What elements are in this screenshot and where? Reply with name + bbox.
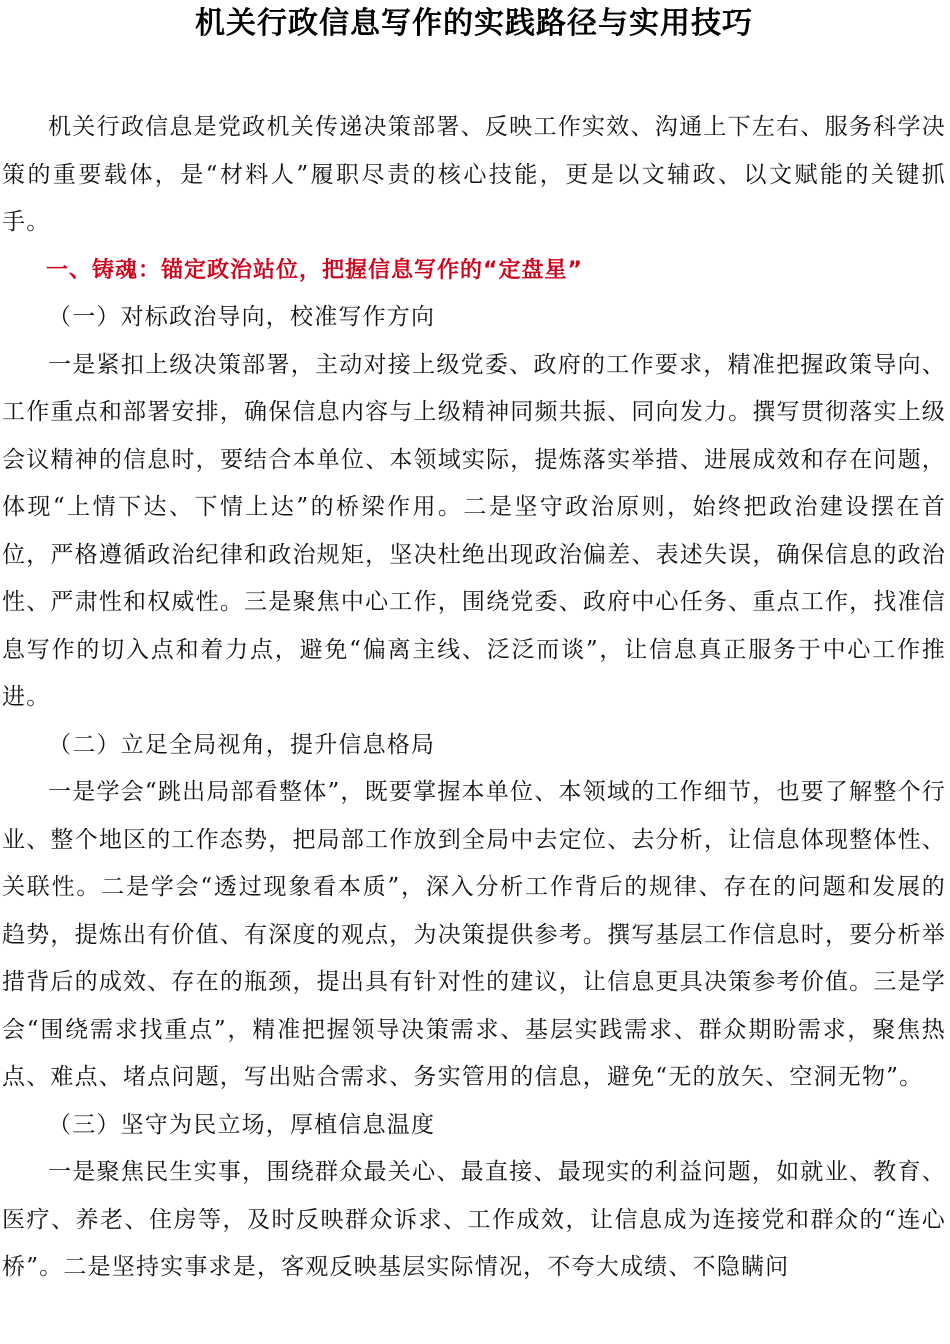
intro-paragraph: 机关行政信息是党政机关传递决策部署、反映工作实效、沟通上下左右、服务科学决策的重要载体，是“材料人”履职尽责的核心技能，更是以文辅政、以文赋能的关键抓手。 <box>2 114 946 235</box>
document-title: 机关行政信息写作的实践路径与实用技巧 <box>195 6 753 41</box>
subsection-1-body: 一是紧扣上级决策部署，主动对接上级党委、政府的工作要求，精准把握政策导向、工作重点和部署安排，确保信息内容与上级精神同频共振、同向发力。撰写贯彻落实上级会议精神的信息时，要结合本单位、本领域实际，提炼落实举措、进展成效和存在问题，体现“上情下达、下情上达”的桥梁作用。二是坚守政治原则，始终把政治建设摆在首位，严格遵循政治纪律和政治规矩，坚决杜绝出现政治偏差、表述失误，确保信息的政治性、严肃性和权威性。三是聚焦中心工作，围绕党委、政府中心任务、重点工作，找准信息写作的切入点和着力点，避免“偏离主线、泛泛而谈”，让信息真正服务于中心工作推进。 <box>2 351 946 710</box>
subsection-3-body: 一是聚焦民生实事，围绕群众最关心、最直接、最现实的利益问题，如就业、教育、医疗、养老、住房等，及时反映群众诉求、工作成效，让信息成为连接党和群众的“连心桥”。二是坚持实事求是，客观反映基层实际情况，不夸大成绩、不隐瞒问 <box>2 1159 946 1280</box>
subsection-1-heading: （一）对标政治导向，校准写作方向 <box>48 304 436 330</box>
subsection-2-heading: （二）立足全局视角，提升信息格局 <box>48 731 436 758</box>
subsection-2-body: 一是学会“跳出局部看整体”，既要掌握本单位、本领域的工作细节，也要了解整个行业、整个地区的工作态势，把局部工作放到全局中去定位、去分析，让信息体现整体性、关联性。二是学会“透过现象看本质”，深入分析工作背后的规律、存在的问题和发展的趋势，提炼出有价值、有深度的观点，为决策提供参考。撰写基层工作信息时，要分析举措背后的成效、存在的瓶颈，提出具有针对性的建议，让信息更具决策参考价值。三是学会“围绕需求找重点”，精准把握领导决策需求、基层实践需求、群众期盼需求，聚焦热点、难点、堵点问题，写出贴合需求、务实管用的信息，避免“无的放矢、空洞无物”。 <box>2 779 946 1090</box>
section-1-heading: 一、铸魂：锚定政治站位，把握信息写作的“定盘星” <box>46 257 583 283</box>
title-spacer <box>2 46 946 104</box>
subsection-3-heading: （三）坚守为民立场，厚植信息温度 <box>48 1111 436 1138</box>
